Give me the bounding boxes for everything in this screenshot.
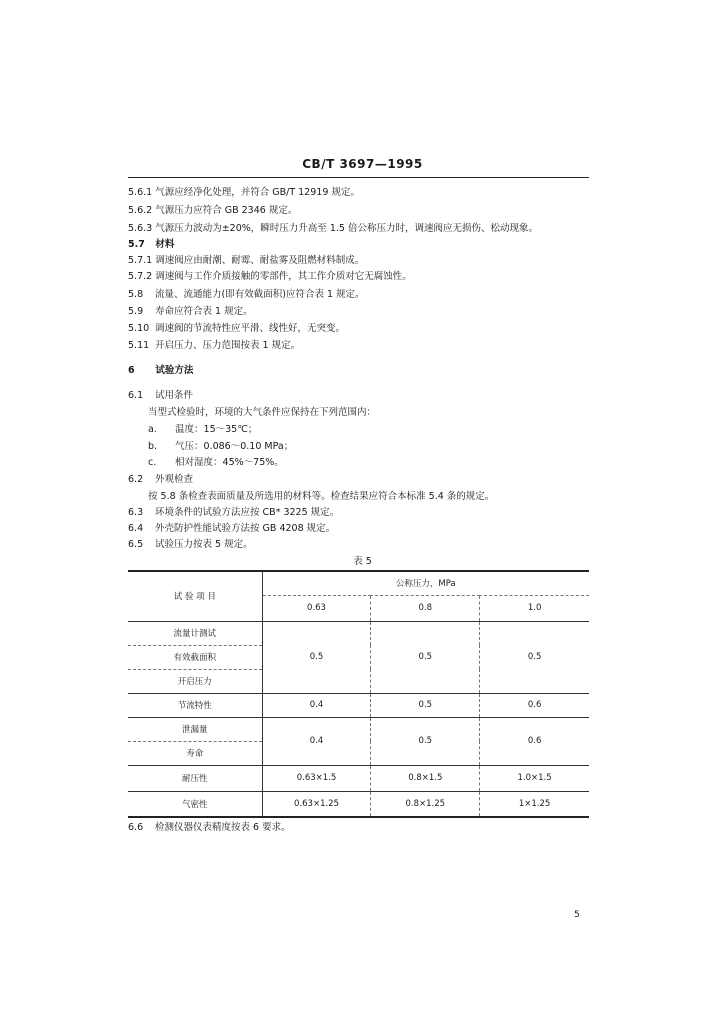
- row-label: 流量计测试: [128, 621, 262, 645]
- document-header: CB/T 3697—1995: [302, 157, 423, 171]
- clause-5-6-1: 5.6.1 气源应经净化处理，并符合 GB/T 12919 规定。: [128, 187, 360, 198]
- row-label: 泄漏量: [128, 717, 262, 741]
- clause-5-11: 5.11 开启压力、压力范围按表 1 规定。: [128, 340, 301, 351]
- clause-6-1: 6.1 试用条件: [128, 390, 194, 401]
- header-rule: [128, 177, 589, 178]
- section-6-title: 6 试验方法: [128, 365, 194, 376]
- table-caption: 表 5: [353, 556, 372, 567]
- clause-5-6-2: 5.6.2 气源压力应符合 GB 2346 规定。: [128, 205, 298, 216]
- clause-5-9: 5.9 寿命应符合表 1 规定。: [128, 306, 253, 317]
- clause-6-1-a: a. 温度：15～35℃；: [148, 424, 258, 435]
- clause-6-6: 6.6 检测仪器仪表精度按表 6 要求。: [128, 822, 291, 833]
- table-cell: 0.63×1.5: [262, 765, 371, 791]
- table-cell: 1.0×1.5: [480, 765, 589, 791]
- clause-5-7-2: 5.7.2 调速阀与工作介质接触的零部件，其工作介质对它无腐蚀性。: [128, 271, 412, 282]
- clause-6-2-text: 按 5.8 条检查表面质量及所选用的材料等。检查结果应符合本标准 5.4 条的规定。: [148, 491, 495, 502]
- clause-6-3: 6.3 环境条件的试验方法应按 CB* 3225 规定。: [128, 507, 340, 518]
- table-cell: 0.8×1.5: [371, 765, 480, 791]
- row-label: 开启压力: [128, 669, 262, 693]
- test-pressure-table: [128, 570, 589, 818]
- clause-6-1-intro: 当型式检验时，环境的大气条件应保持在下列范围内：: [148, 407, 377, 418]
- clause-5-7: 5.7 材料: [128, 239, 175, 250]
- table-cell: 0.5: [480, 621, 589, 693]
- clause-6-1-b: b. 气压：0.086～0.10 MPa；: [148, 441, 294, 452]
- clause-6-1-c: c. 相对湿度：45%～75%。: [148, 457, 284, 468]
- row-label: 气密性: [128, 791, 262, 817]
- column-header: 0.8: [371, 595, 480, 621]
- table-cell: 0.8×1.25: [371, 791, 480, 817]
- clause-5-7-1: 5.7.1 调速阀应由耐潮、耐霉、耐盐雾及阻燃材料制成。: [128, 255, 365, 266]
- clause-6-5: 6.5 试验压力按表 5 规定。: [128, 539, 253, 550]
- row-label: 节流特性: [128, 693, 262, 717]
- table-cell: 1×1.25: [480, 791, 589, 817]
- clause-5-10: 5.10 调速阀的节流特性应平滑、线性好，无突变。: [128, 323, 346, 334]
- column-header: 1.0: [480, 595, 589, 621]
- table-cell: 0.5: [262, 621, 371, 693]
- clause-5-8: 5.8 流量、流通能力(即有效截面积)应符合表 1 规定。: [128, 289, 365, 300]
- clause-6-2: 6.2 外观检查: [128, 474, 194, 485]
- table-cell: 0.6: [480, 717, 589, 765]
- row-label: 耐压性: [128, 765, 262, 791]
- table-cell: 0.5: [371, 693, 480, 717]
- table-cell: 0.4: [262, 693, 371, 717]
- row-label: 有效截面积: [128, 645, 262, 669]
- page-number: 5: [574, 910, 580, 920]
- table-cell: 0.5: [371, 717, 480, 765]
- table-cell: 0.4: [262, 717, 371, 765]
- row-label: 寿命: [128, 741, 262, 765]
- table-cell: 0.5: [371, 621, 480, 693]
- table-group-header: 公称压力，MPa: [262, 571, 589, 595]
- table-cell: 0.63×1.25: [262, 791, 371, 817]
- table-corner-header: 试 验 项 目: [128, 571, 262, 621]
- clause-6-4: 6.4 外壳防护性能试验方法按 GB 4208 规定。: [128, 523, 336, 534]
- clause-5-6-3: 5.6.3 气源压力波动为±20%，瞬时压力升高至 1.5 倍公称压力时，调速阀应无损伤、松动现象。: [128, 223, 538, 234]
- column-header: 0.63: [262, 595, 371, 621]
- table-cell: 0.6: [480, 693, 589, 717]
